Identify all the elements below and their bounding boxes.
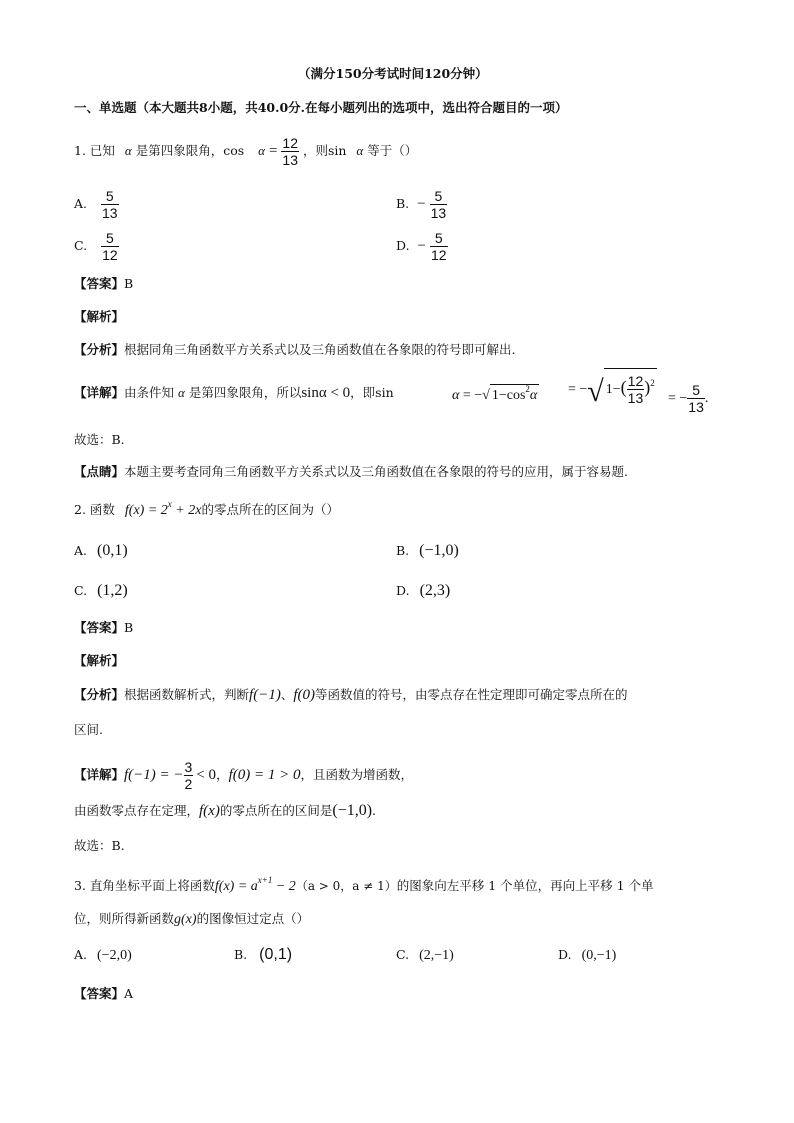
q2-option-b[interactable]: [396, 543, 459, 559]
q1-b-num: 5: [434, 188, 443, 204]
q2-xiangjie-tag: 【详解】: [74, 767, 125, 783]
q2-fenxi-c: 区间.: [74, 722, 103, 737]
q1-c-den: 12: [102, 247, 118, 264]
q1-dianjing-tag: 【点睛】: [74, 464, 125, 479]
q2-func-text: f(x) = 2: [124, 503, 168, 518]
q3-gx: g(x): [174, 912, 197, 927]
q3-func-b: − 2: [275, 879, 296, 894]
q3-stem-line1: [74, 876, 654, 894]
q2-xiangjie: [74, 759, 413, 792]
q3-b-val: (0,1): [259, 946, 293, 963]
q1-square: 2: [650, 377, 655, 388]
q1-option-b[interactable]: [396, 188, 447, 221]
q3-d-label: D.: [558, 947, 572, 962]
q1-big-sqrt: √: [587, 374, 604, 408]
q2-option-a[interactable]: [74, 543, 128, 559]
q1-alpha-2: α: [258, 143, 265, 159]
q2-d-val: (2,3): [419, 582, 451, 599]
q2-fx: f(x): [199, 803, 220, 819]
q1-fenxi: [74, 344, 516, 357]
q2-stem-a: 2. 函数: [74, 502, 115, 517]
q3-stem-c: 位，则所得新函数: [74, 911, 175, 926]
q1-formula-c: = − $\frac{5}{13}$ .: [668, 382, 709, 416]
q2-stem: [74, 500, 339, 518]
q1-xiangjie-tag: 【详解】: [74, 385, 125, 400]
q3-c-val: (2,−1): [419, 948, 454, 963]
q1-sin-lt0: sinα < 0: [301, 385, 351, 401]
q1-option-a[interactable]: [74, 188, 119, 221]
q1-xiangjie: [74, 386, 394, 401]
q2-f0: f(0): [293, 687, 315, 703]
q2-option-d[interactable]: [396, 583, 450, 599]
q1-inner-frac: [627, 373, 645, 406]
q1-sqrt-1: [490, 384, 539, 403]
q2-xj-frac: [184, 759, 194, 792]
q3-option-b[interactable]: [234, 947, 292, 963]
q1-fenxi-tag: 【分析】: [74, 342, 125, 357]
q3-cond: （a > 0，a ≠ 1）: [295, 879, 397, 893]
q1-alpha: α: [124, 143, 132, 159]
q3-func-sup: x+1: [257, 875, 273, 885]
q3-option-d[interactable]: [558, 949, 616, 963]
q2-line2: [74, 803, 376, 819]
q1-cos-den: 13: [282, 152, 298, 169]
q1-answer: [74, 278, 133, 291]
q1-formula-eq: = −: [568, 381, 588, 397]
q1-dianjing: [74, 466, 628, 479]
q1-cos-fraction: [281, 135, 299, 168]
q1-stem-c: ，则sin: [302, 143, 347, 159]
q1-option-d-frac: [430, 230, 448, 263]
q2-stem-b: 的零点所在的区间为（）: [201, 502, 339, 517]
q1-answer-value: B: [124, 276, 134, 291]
q1-fenxi-text: 根据同角三角函数平方关系式以及三角函数值在各象限的符号即可解出.: [124, 342, 516, 357]
q2-line2-b: 的零点所在的区间是: [219, 803, 333, 818]
q3-b-label: B.: [234, 947, 248, 962]
q1-option-a-label: A.: [74, 196, 88, 212]
q1-jiexi: 【解析】: [74, 309, 125, 324]
q1-sqrt-sup: 2: [525, 384, 530, 394]
q1-inner-num: 12: [627, 373, 644, 389]
q1-formula-a: α = −√ $1-\cos^2\alpha$: [452, 384, 538, 403]
q1-answer-tag: 【答案】: [74, 276, 125, 291]
q3-answer-value: A: [124, 986, 134, 1001]
q1-a-den: 13: [102, 205, 118, 222]
q1-d-sign: −: [417, 238, 427, 255]
q2-a-label: A.: [74, 543, 88, 558]
q2-xj-den: 2: [184, 776, 193, 793]
q1-formula-b: [568, 368, 657, 407]
q1-option-d[interactable]: [396, 230, 448, 263]
q2-xj-f1: f(−1) = −: [124, 767, 184, 784]
q3-answer-tag: 【答案】: [74, 986, 125, 1001]
q2-option-c[interactable]: [74, 583, 128, 599]
q2-fenxi-a: 根据函数解析式，判断: [124, 687, 250, 702]
q1-stem-d: 等于（）: [367, 143, 418, 159]
q1-guxuan: 故选：B.: [74, 432, 125, 447]
section-title: 一、单选题（本大题共8小题，共40.0分.在每小题列出的选项中，选出符合题目的一项）: [74, 100, 568, 115]
q3-a-label: A.: [74, 947, 88, 962]
q3-option-a[interactable]: [74, 949, 132, 963]
q3-stem-line2: [74, 913, 309, 927]
q1-sqrt-2: 1−( $\frac{12}{13}$ )$^2$: [604, 368, 657, 406]
q2-xj-f0: f(0) = 1 > 0: [228, 767, 301, 784]
q2-fenxi: [74, 688, 628, 703]
q1-sqrt-expr: 1−cos: [491, 388, 526, 403]
q1-result-den: 13: [688, 399, 704, 416]
q2-interval: (−1,0): [332, 802, 373, 819]
q2-sep: 、: [280, 687, 294, 702]
q1-stem: [74, 135, 417, 168]
q1-inner-den: 13: [627, 390, 644, 407]
q1-d-den: 12: [431, 247, 447, 264]
q1-paren-l: (: [620, 376, 627, 397]
q1-stem-a: 1. 已知: [74, 143, 115, 159]
q3-func-text: f(x) = a: [214, 879, 258, 894]
q3-stem-d: 的图像恒过定点（）: [196, 911, 310, 926]
q2-b-val: (−1,0): [419, 542, 459, 559]
q3-a-val: (−2,0): [97, 948, 132, 963]
q3-func: [214, 875, 296, 894]
q2-c-label: C.: [74, 583, 88, 598]
q1-result-num: 5: [692, 382, 700, 398]
q1-cos-num: 12: [282, 135, 298, 151]
q2-fenxi-tag: 【分析】: [74, 687, 125, 702]
q1-xiangjie-c: ，即sin: [350, 385, 394, 400]
q2-a-val: (0,1): [97, 542, 128, 559]
q1-formula-alpha: α: [452, 388, 460, 403]
exam-header: （满分150分考试时间120分钟）: [298, 66, 488, 81]
q2-fenxi-b: 等函数值的符号，由零点存在性定理即可确定零点所在的: [315, 687, 628, 702]
q2-func-b: + 2x: [175, 503, 202, 518]
q1-dianjing-text: 本题主要考查同角三角函数平方关系式以及三角函数值在各象限的符号的应用，属于容易题.: [124, 464, 628, 479]
q1-option-a-frac: [101, 188, 119, 221]
q1-result-frac: [687, 382, 705, 415]
q1-a-num: 5: [105, 188, 114, 204]
q1-b-den: 13: [430, 205, 447, 222]
q3-c-label: C.: [396, 947, 410, 962]
q2-b-label: B.: [396, 543, 410, 558]
q2-line2-a: 由函数零点存在定理，: [74, 803, 200, 818]
q1-xiangjie-a: 由条件知: [124, 385, 175, 400]
q2-jiexi: 【解析】: [74, 653, 125, 668]
q2-answer-value: B: [124, 620, 134, 635]
q2-xj-b: ，且函数为增函数，: [300, 767, 413, 783]
q2-c-val: (1,2): [97, 582, 128, 599]
q2-line2-c: .: [372, 803, 377, 818]
q1-eq: =: [268, 143, 278, 160]
q2-func: [124, 499, 202, 518]
q2-xj-num: 3: [184, 759, 193, 775]
q1-option-c-label: C.: [74, 238, 88, 254]
q1-d-num: 5: [434, 230, 443, 246]
q2-answer-tag: 【答案】: [74, 620, 125, 635]
q1-alpha-3: α: [356, 143, 364, 159]
q1-option-c[interactable]: [74, 230, 119, 263]
q3-stem-b: 的图象向左平移 1 个单位，再向上平移 1 个单: [396, 878, 654, 893]
q2-guxuan: 故选：B.: [74, 838, 125, 853]
q3-stem-a: 3. 直角坐标平面上将函数: [74, 878, 215, 893]
q1-option-b-label: B.: [396, 196, 410, 212]
q1-b-sign: −: [417, 196, 426, 213]
q1-stem-b: 是第四象限角，cos: [135, 143, 245, 159]
q1-option-c-frac: [101, 230, 119, 263]
q2-fm1: f(−1): [249, 687, 281, 703]
q1-paren-r: ): [644, 376, 651, 397]
q2-xj-comma: ，: [216, 767, 229, 783]
q1-option-b-frac: [430, 188, 448, 221]
q2-d-label: D.: [396, 583, 410, 598]
q1-xiangjie-b: 是第四象限角，所以: [188, 385, 302, 400]
q2-func-sup: x: [167, 499, 172, 509]
q2-answer: [74, 622, 133, 635]
q1-c-num: 5: [105, 230, 114, 246]
q1-option-d-label: D.: [396, 238, 410, 254]
q2-xj-lt: < 0: [196, 767, 217, 784]
q3-option-c[interactable]: [396, 949, 454, 963]
q3-d-val: (0,−1): [581, 948, 617, 963]
q1-xj-alpha: α: [178, 385, 185, 400]
q1-sqrt-alpha: α: [529, 388, 538, 403]
q3-answer: [74, 988, 133, 1001]
